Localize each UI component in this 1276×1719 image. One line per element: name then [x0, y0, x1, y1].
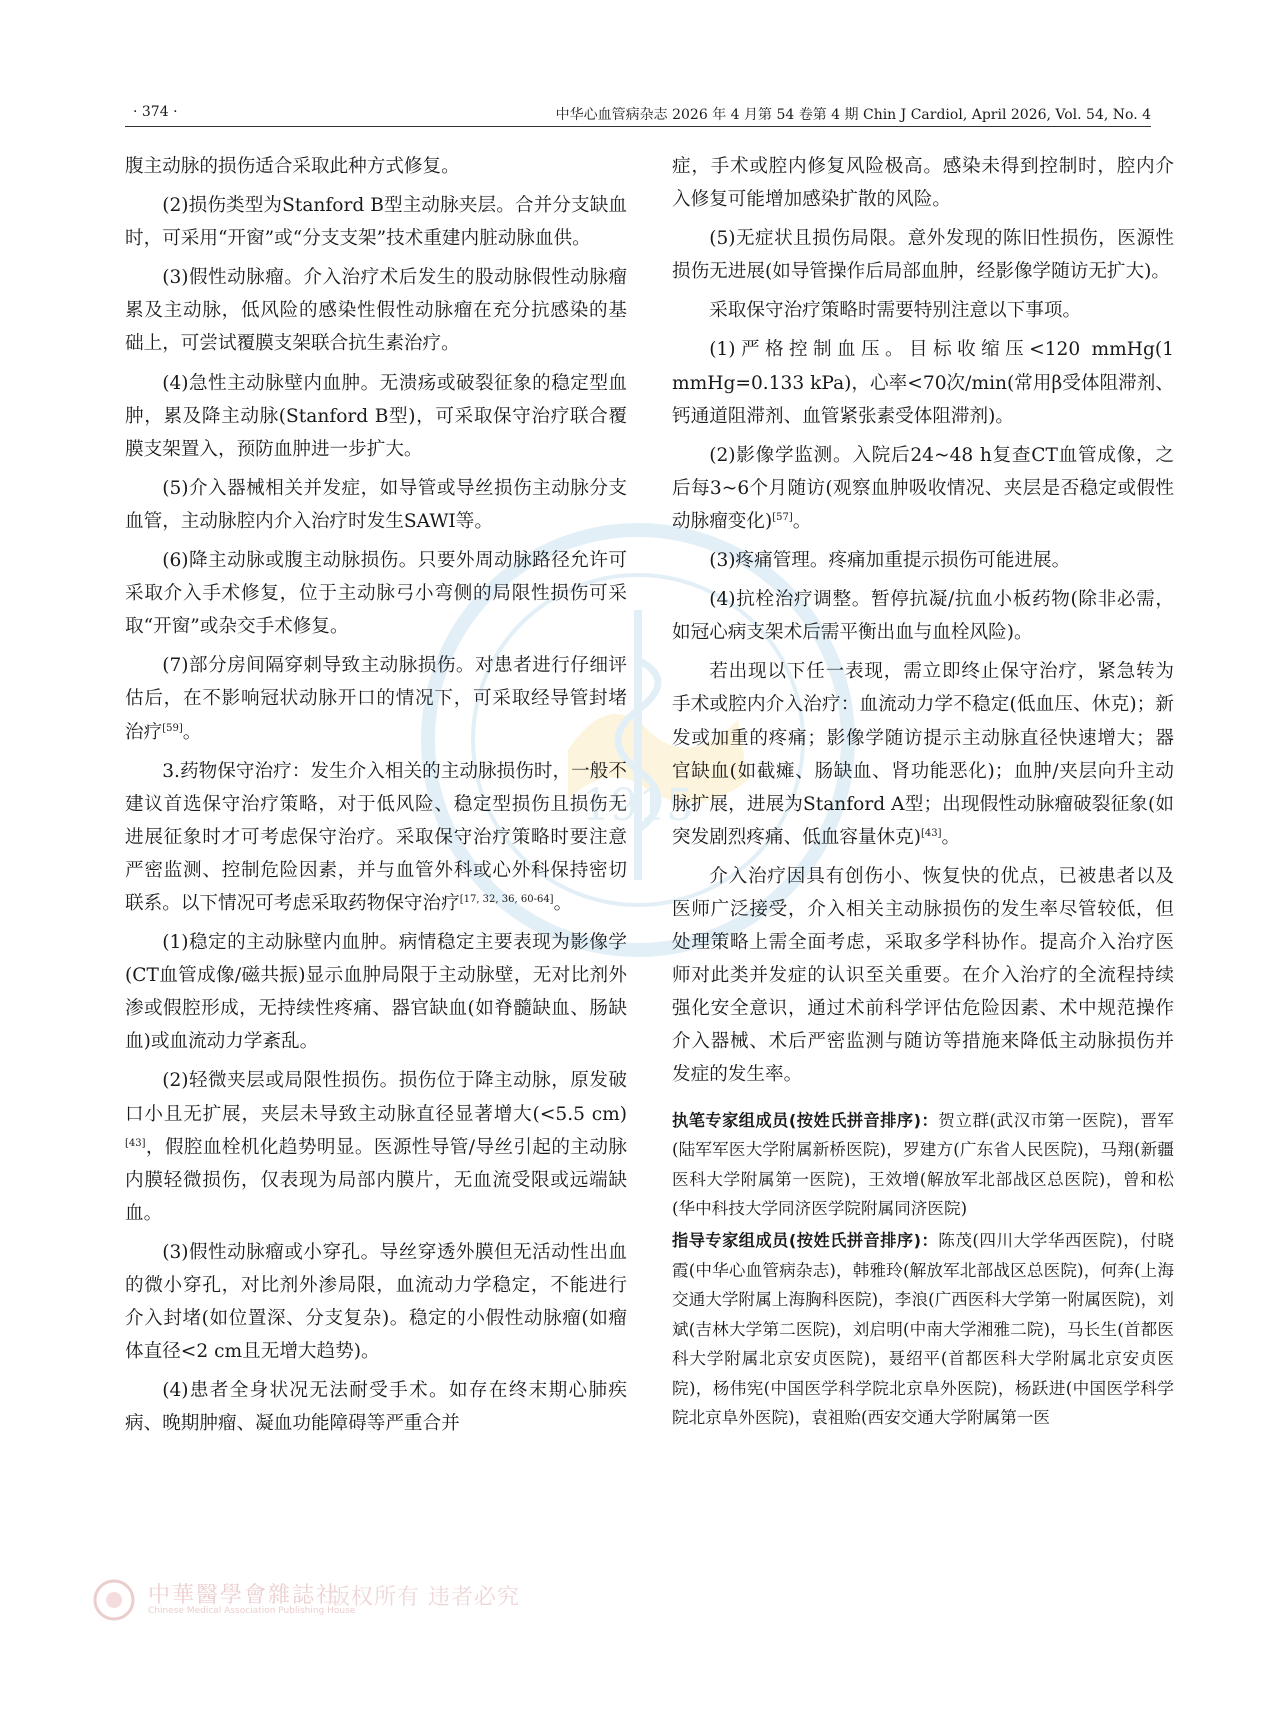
journal-citation: 中华心血管病杂志 2026 年 4 月第 54 卷第 4 期 Chin J Cardiol, April 2026, Vol. 54, No. 4 — [555, 107, 1151, 123]
paragraph-text: (3)假性动脉瘤或小穿孔。导丝穿透外膜但无活动性出血的微小穿孔，对比剂外渗局限，血流动力学稳定，不能进行介入封堵(如位置深、分支复杂)。稳定的小假性动脉瘤(如瘤体直径<2 cm且无增大趋势)。 — [125, 1241, 627, 1363]
citation-ref: [43] — [125, 1137, 146, 1149]
expert-list-label: 执笔专家组成员(按姓氏拼音排序)： — [672, 1110, 939, 1130]
paragraph-text: (4)患者全身状况无法耐受手术。如存在终末期心肺疾病、晚期肿瘤、凝血功能障碍等严重合并 — [125, 1380, 627, 1435]
paragraph — [672, 294, 1174, 327]
paragraph — [672, 655, 1174, 854]
paragraph — [125, 755, 627, 920]
paragraph — [672, 583, 1174, 649]
paragraph — [125, 367, 627, 466]
paragraph-tail: 。 — [553, 892, 573, 914]
paragraph-text: (2)影像学监测。入院后24~48 h复查CT血管成像，之后每3~6个月随访(观察血肿吸收情况、夹层是否稳定或假性动脉瘤变化) — [672, 444, 1174, 532]
expert-list-text: 贺立群(武汉市第一医院)，晋军(陆军军医大学附属新桥医院)，罗建方(广东省人民医院)，马翔(新疆医科大学附属第一医院)，王效增(解放军北部战区总医院)，曾和松(华中科技大学同济医学院附属同济医院) — [672, 1110, 1174, 1219]
paragraph-text: (7)部分房间隔穿刺导致主动脉损伤。对患者进行仔细评估后，在不影响冠状动脉开口的情况下，可采取经导管封堵治疗 — [125, 655, 627, 743]
paragraph — [125, 1064, 627, 1229]
paragraph-text: (1)稳定的主动脉壁内血肿。病情稳定主要表现为影像学(CT血管成像/磁共振)显示血肿局限于主动脉壁，无对比剂外渗或假腔形成，无持续性疼痛、器官缺血(如脊髓缺血、肠缺血)或血流动力学紊乱。 — [125, 932, 627, 1053]
paragraph — [125, 472, 627, 538]
expert-list-text: 陈茂(四川大学华西医院)，付晓霞(中华心血管病杂志)，韩雅玲(解放军北部战区总医院)，何奔(上海交通大学附属上海胸科医院)，李浪(广西医科大学第一附属医院)，刘斌(吉林大学第二医院)，刘启明(中南大学湘雅二院)，马长生(首都医科大学附属北京安贞医院)，聂绍平(首都医科大学附属北京安贞医院)，杨伟宪(中国医学科学院北京阜外医院)，杨跃进(中国医学科学院北京阜外医院)，袁祖贻(西安交通大学附属第一医 — [672, 1230, 1174, 1428]
expert-list-label: 指导专家组成员(按姓氏拼音排序)： — [672, 1230, 939, 1250]
paragraph-tail: ，假腔血栓机化趋势明显。医源性导管/导丝引起的主动脉内膜轻微损伤，仅表现为局部内膜片，无血流受限或远端缺血。 — [125, 1136, 627, 1224]
paragraph-text: 采取保守治疗策略时需要特别注意以下事项。 — [709, 300, 1082, 322]
citation-ref: [59] — [162, 722, 183, 734]
paragraph — [125, 150, 627, 183]
paragraph-tail: 。 — [182, 721, 202, 743]
paragraph — [672, 150, 1174, 216]
paragraph — [672, 544, 1174, 577]
paragraph-text: 若出现以下任一表现，需立即终止保守治疗，紧急转为手术或腔内介入治疗：血流动力学不稳定(低血压、休克)；新发或加重的疼痛；影像学随访提示主动脉直径快速增大；器官缺血(如截瘫、肠缺血、肾功能恶化)；血肿/夹层向升主动脉扩展，进展为Stanford A型；出现假性动脉瘤破裂征象(如突发剧烈疼痛、低血容量休克) — [672, 661, 1174, 848]
paragraph — [672, 333, 1174, 432]
citation-ref: [43] — [920, 827, 942, 839]
paragraph-text: 腹主动脉的损伤适合采取此种方式修复。 — [125, 156, 460, 177]
paragraph-text: (5)无症状且损伤局限。意外发现的陈旧性损伤，医源性损伤无进展(如导管操作后局部血肿，经影像学随访无扩大)。 — [672, 228, 1174, 283]
page-number: · 374 · — [133, 104, 178, 120]
paragraph — [672, 860, 1174, 1092]
expert-list — [672, 1226, 1174, 1433]
paragraph-tail: 。 — [941, 826, 961, 848]
header-rule — [125, 126, 1151, 127]
paragraph-tail: 。 — [792, 510, 812, 532]
paragraph-text: (1)严格控制血压。目标收缩压<120 mmHg(1 mmHg=0.133 kPa)，心率<70次/min(常用β受体阻滞剂、钙通道阻滞剂、血管紧张素受体阻滞剂)。 — [672, 339, 1174, 427]
paragraph-text: (3)疼痛管理。疼痛加重提示损伤可能进展。 — [709, 550, 1071, 572]
publisher-logo-icon — [92, 1578, 136, 1622]
paragraph-text: 介入治疗因具有创伤小、恢复快的优点，已被患者以及医师广泛接受，介入相关主动脉损伤的发生率尽管较低，但处理策略上需全面考虑，采取多学科协作。提高介入治疗医师对此类并发症的认识至关重要。在介入治疗的全流程持续强化安全意识，通过术前科学评估危险因素、术中规范操作介入器械、术后严密监测与随访等措施来降低主动脉损伤并发症的发生率。 — [672, 865, 1174, 1086]
paragraph — [125, 189, 627, 255]
paragraph-text: 症，手术或腔内修复风险极高。感染未得到控制时，腔内介入修复可能增加感染扩散的风险。 — [672, 156, 1174, 211]
paragraph-text: (6)降主动脉或腹主动脉损伤。只要外周动脉路径允许可采取介入手术修复，位于主动脉弓小弯侧的局限性损伤可采取“开窗”或杂交手术修复。 — [125, 550, 627, 638]
publisher-name-en: Chinese Medical Association Publishing House — [148, 1606, 356, 1616]
paragraph — [672, 222, 1174, 288]
running-header — [125, 102, 1151, 126]
paragraph — [125, 926, 627, 1058]
paragraph — [672, 439, 1174, 538]
publisher-watermark — [92, 1578, 552, 1628]
publisher-name-cn: 中華醫學會雜誌社 — [148, 1583, 341, 1608]
paragraph — [125, 1236, 627, 1368]
paragraph-text: (4)急性主动脉壁内血肿。无溃疡或破裂征象的稳定型血肿，累及降主动脉(Stanford B型)，可采取保守治疗联合覆膜支架置入，预防血肿进一步扩大。 — [125, 372, 627, 460]
paragraph — [125, 649, 627, 748]
citation-ref: [57] — [772, 511, 793, 523]
rights-notice: 版权所有 违者必究 — [328, 1585, 520, 1610]
watermark-year: 1915 — [582, 780, 694, 831]
paragraph-text: (2)轻微夹层或局限性损伤。损伤位于降主动脉，原发破口小且无扩展，夹层未导致主动脉直径显著增大(<5.5 cm) — [125, 1070, 627, 1125]
paragraph-text: (2)损伤类型为Stanford B型主动脉夹层。合并分支缺血时，可采用“开窗”或“分支支架”技术重建内脏动脉血供。 — [125, 195, 627, 250]
paragraph — [125, 1374, 627, 1440]
right-column — [672, 150, 1174, 1435]
paragraph-text: (3)假性动脉瘤。介入治疗术后发生的股动脉假性动脉瘤累及主动脉，低风险的感染性假性动脉瘤在充分抗感染的基础上，可尝试覆膜支架联合抗生素治疗。 — [125, 267, 627, 355]
paragraph — [125, 261, 627, 360]
paragraph-text: (4)抗栓治疗调整。暂停抗凝/抗血小板药物(除非必需，如冠心病支架术后需平衡出血与血栓风险)。 — [672, 589, 1174, 644]
citation-ref: [17, 32, 36, 60-64] — [459, 893, 554, 905]
expert-list — [672, 1106, 1174, 1224]
paragraph-text: (5)介入器械相关并发症，如导管或导丝损伤主动脉分支血管，主动脉腔内介入治疗时发生SAWI等。 — [125, 477, 627, 532]
paragraph — [125, 544, 627, 643]
left-column — [125, 150, 627, 1446]
paragraph-text: 3.药物保守治疗：发生介入相关的主动脉损伤时，一般不建议首选保守治疗策略，对于低风险、稳定型损伤且损伤无进展征象时才可考虑保守治疗。采取保守治疗策略时要注意严密监测、控制危险因素，并与血管外科或心外科保持密切联系。以下情况可考虑采取药物保守治疗 — [125, 760, 627, 914]
